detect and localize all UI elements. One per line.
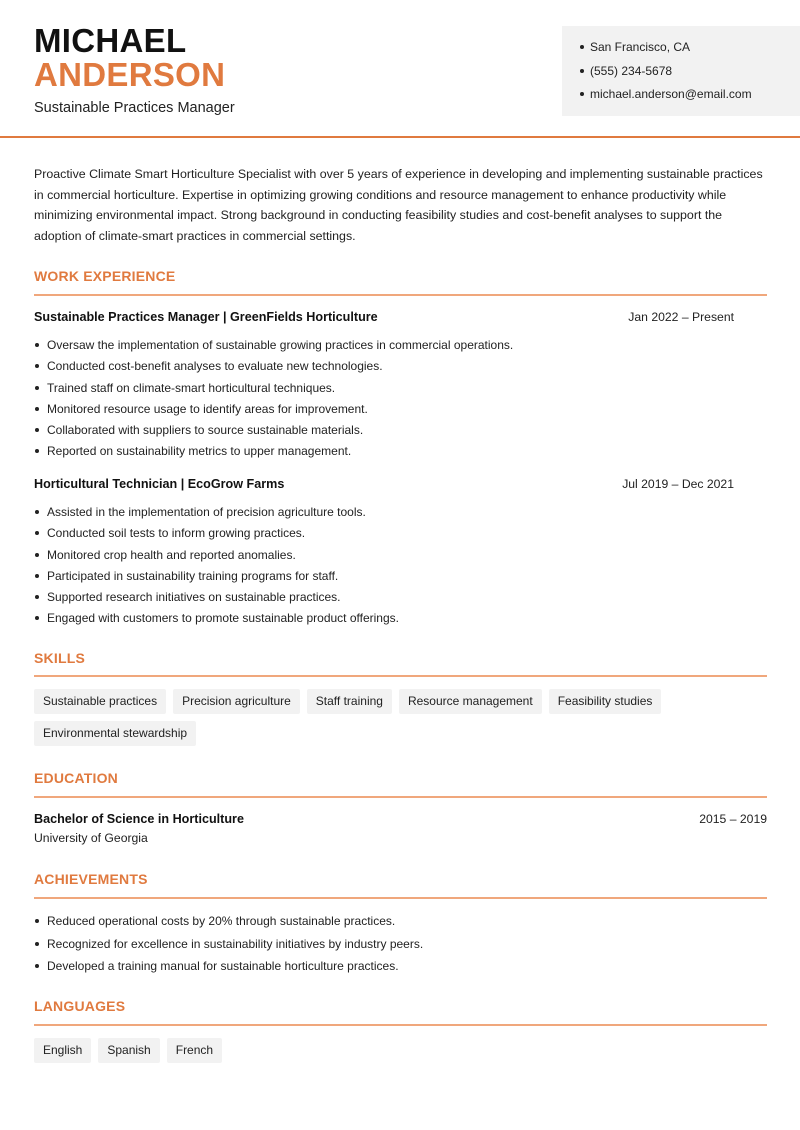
job-bullets-1 <box>34 337 764 465</box>
list-item <box>34 568 764 589</box>
list-item <box>34 913 764 936</box>
list-item-text: Trained staff on climate-smart horticultural techniques. <box>47 380 336 395</box>
list-item-text: Monitored resource usage to identify areas for improvement. <box>47 401 368 416</box>
bullet-icon <box>580 45 584 49</box>
list-item <box>34 504 764 525</box>
list-item <box>34 358 764 379</box>
section-divider <box>34 1024 767 1026</box>
skill-chip: Feasibility studies <box>549 689 662 714</box>
list-item-text: Participated in sustainability training programs for staff. <box>47 568 339 583</box>
list-item-text: Monitored crop health and reported anomalies. <box>47 547 296 562</box>
summary-paragraph: Proactive Climate Smart Horticulture Specialist with over 5 years of experience in developing and implementing sustainable practices in commercial horticulture. Expertise in optimizing growing conditions and resource management to enhance productivity while minimizing environmental impact. Strong background in conducting feasibility studies and cost-benefit analyses to support the adoption of climate-smart practices in commercial settings. <box>34 167 763 244</box>
bullet-icon <box>35 510 39 514</box>
job-title: Sustainable Practices Manager <box>34 100 235 116</box>
list-item-text: Conducted soil tests to inform growing practices. <box>47 526 306 541</box>
list-item <box>34 422 764 443</box>
bullet-icon <box>580 92 584 96</box>
bullet-icon <box>35 919 39 923</box>
list-item <box>34 337 764 358</box>
bullet-icon <box>35 595 39 599</box>
bullet-icon <box>35 942 39 946</box>
skills-section-title: SKILLS <box>34 650 85 666</box>
email-text: michael.anderson@email.com <box>590 87 752 101</box>
section-divider <box>34 294 767 296</box>
list-item-text: Reported on sustainability metrics to upper management. <box>47 444 352 459</box>
languages-section-title: LANGUAGES <box>34 998 126 1014</box>
skill-chip: Precision agriculture <box>173 689 300 714</box>
last-name: ANDERSON <box>34 56 226 93</box>
bullet-icon <box>580 69 584 73</box>
list-item-text: Developed a training manual for sustainable horticulture practices. <box>47 959 399 973</box>
bullet-icon <box>35 449 39 453</box>
bullet-icon <box>35 428 39 432</box>
list-item <box>34 936 764 959</box>
bullet-icon <box>35 574 39 578</box>
section-divider <box>34 675 767 677</box>
list-item-text: Reduced operational costs by 20% through sustainable practices. <box>47 914 396 928</box>
job-bullets-2 <box>34 504 764 632</box>
job-heading-1 <box>34 310 767 324</box>
bullet-icon <box>35 386 39 390</box>
phone-text: (555) 234-5678 <box>590 63 673 78</box>
skill-chip: Resource management <box>399 689 542 714</box>
list-item <box>34 380 764 401</box>
skills-list <box>34 689 774 753</box>
bullet-icon <box>35 616 39 620</box>
bullet-icon <box>35 553 39 557</box>
education-degree: Bachelor of Science in Horticulture <box>34 812 244 826</box>
list-item-text: Recognized for excellence in sustainability initiatives by industry peers. <box>47 936 424 951</box>
education-dates: 2015 – 2019 <box>699 812 767 826</box>
achievements-list <box>34 913 764 981</box>
bullet-icon <box>35 343 39 347</box>
bullet-icon <box>35 407 39 411</box>
language-chip: French <box>167 1038 222 1063</box>
list-item <box>34 443 764 464</box>
resume-header <box>0 0 800 138</box>
list-item-text: Engaged with customers to promote sustainable product offerings. <box>47 611 399 626</box>
language-chip: Spanish <box>98 1038 159 1063</box>
skill-chip: Environmental stewardship <box>34 721 196 746</box>
bullet-icon <box>35 964 39 968</box>
skill-chip: Staff training <box>307 689 392 714</box>
location-text: San Francisco, CA <box>590 40 691 54</box>
list-item <box>34 610 764 631</box>
list-item <box>34 547 764 568</box>
languages-list <box>34 1038 774 1070</box>
list-item <box>34 589 764 610</box>
education-school: University of Georgia <box>34 831 148 845</box>
bullet-icon <box>35 531 39 535</box>
education-section-title: EDUCATION <box>34 770 118 786</box>
achievements-section-title: ACHIEVEMENTS <box>34 871 148 887</box>
list-item <box>34 958 764 981</box>
contact-phone <box>580 63 800 87</box>
job-dates: Jul 2019 – Dec 2021 <box>622 477 734 491</box>
list-item <box>34 401 764 422</box>
job-heading-2 <box>34 477 767 491</box>
section-divider <box>34 796 767 798</box>
language-chip: English <box>34 1038 91 1063</box>
list-item-text: Supported research initiatives on sustainable practices. <box>47 590 341 605</box>
list-item-text: Oversaw the implementation of sustainable growing practices in commercial operations. <box>47 338 514 352</box>
skill-chip: Sustainable practices <box>34 689 166 714</box>
list-item-text: Assisted in the implementation of precision agriculture tools. <box>47 505 366 519</box>
job-heading-text: Sustainable Practices Manager | GreenFields Horticulture <box>34 310 378 324</box>
job-heading-text: Horticultural Technician | EcoGrow Farms <box>34 477 285 491</box>
contact-email <box>580 86 800 110</box>
work-section-title: WORK EXPERIENCE <box>34 268 176 284</box>
list-item-text: Conducted cost-benefit analyses to evaluate new technologies. <box>47 359 383 374</box>
list-item <box>34 525 764 546</box>
bullet-icon <box>35 364 39 368</box>
list-item-text: Collaborated with suppliers to source sustainable materials. <box>47 423 364 438</box>
first-name: MICHAEL <box>34 22 187 59</box>
section-divider <box>34 897 767 899</box>
job-dates: Jan 2022 – Present <box>628 310 734 324</box>
contact-location <box>580 39 800 63</box>
contact-box <box>562 26 800 116</box>
